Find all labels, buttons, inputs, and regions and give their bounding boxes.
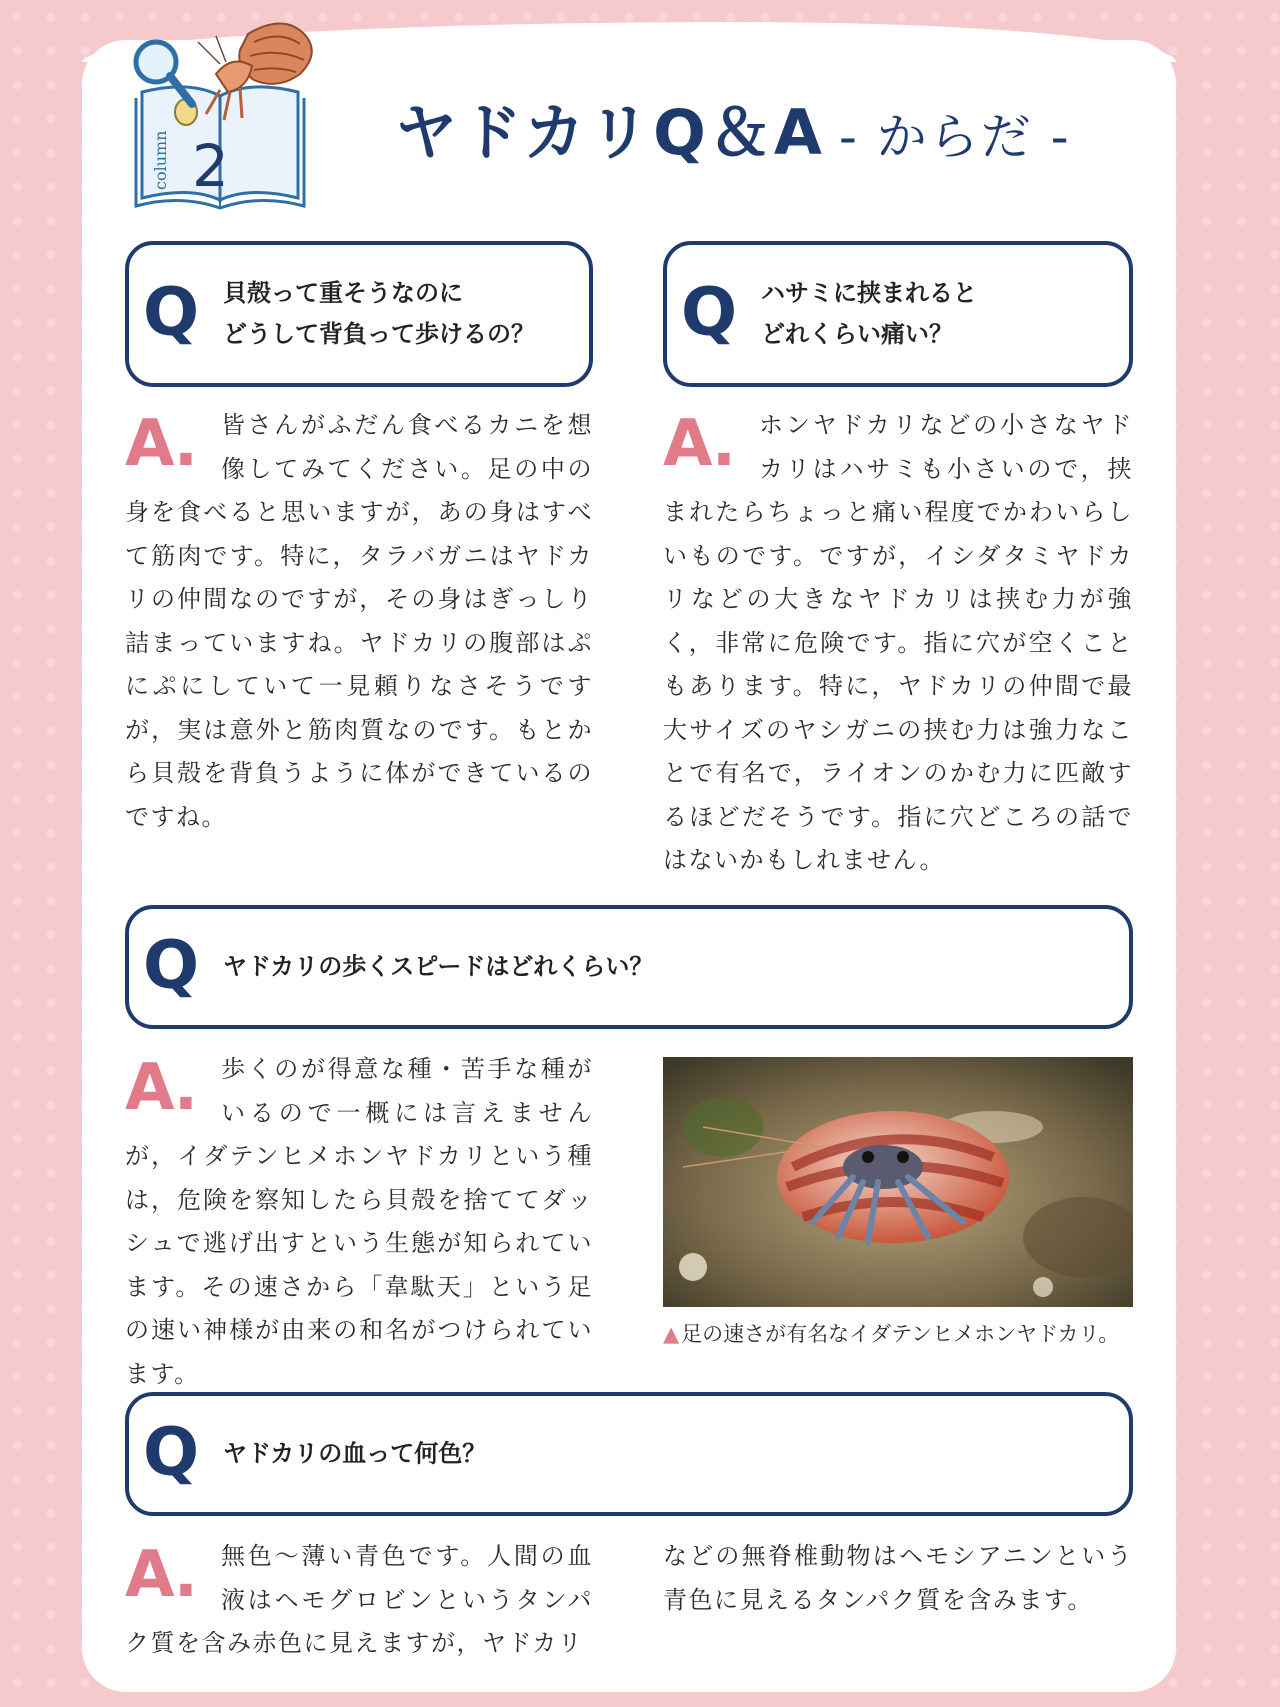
photo-caption	[663, 1318, 1143, 1348]
column-number: 2	[192, 132, 229, 200]
a-mark: A.	[125, 407, 197, 481]
question-box-3	[125, 905, 1133, 1029]
q-mark: Q	[143, 1413, 200, 1491]
q-mark: Q	[143, 273, 200, 351]
question-text	[223, 273, 535, 355]
answer-block-3	[125, 1048, 593, 1396]
question-box-2	[663, 241, 1133, 387]
caption-triangle-icon: ▲	[663, 1322, 680, 1346]
answer-block-4	[125, 1535, 593, 1666]
question-text	[223, 1434, 486, 1475]
answer-text: 皆さんがふだん食べるカニを想像してみてください。足の中の身を食べると思いますが，あの身はすべて筋肉です。特に，タラバガニはヤドカリの仲間なのですが，その身はぎっしり詰まっていますね。ヤドカリの腹部はぷにぷにしていて一見頼りなさそうですが，実は意外と筋肉質なのです。もとから貝殻を背負うように体ができているのですね。	[125, 411, 593, 831]
answer-text: 歩くのが得意な種・苦手な種がいるので一概には言えませんが，イダテンヒメホンヤドカリという種は，危険を察知したら貝殻を捨ててダッシュで逃げ出すという生態が知られています。その速さから「韋駄天」という足の速い神様が由来の和名がつけられています。	[125, 1055, 593, 1388]
answer-text-right: などの無脊椎動物はヘモシアニンという青色に見えるタンパク質を含みます。	[663, 1542, 1133, 1614]
column-label: column	[151, 130, 170, 190]
question-box-4	[125, 1392, 1133, 1516]
question-box-1	[125, 241, 593, 387]
answer-text-left: 無色～薄い青色です。人間の血液はヘモグロビンというタンパク質を含み赤色に見えますが，ヤドカリ	[125, 1542, 593, 1657]
a-mark: A.	[125, 1538, 197, 1612]
answer-block-4-continued	[663, 1535, 1133, 1622]
answer-text: ホンヤドカリなどの小さなヤドカリはハサミも小さいので，挟まれたらちょっと痛い程度でかわいらしいものです。ですが，イシダタミヤドカリなどの大きなヤドカリは挟む力が強く，非常に危険です。指に穴が空くこともあります。特に，ヤドカリの仲間で最大サイズのヤシガニの挟む力は強力なことで有名で，ライオンのかむ力に匹敵するほどだそうです。指に穴どころの話ではないかもしれません。	[663, 411, 1133, 874]
question-text	[761, 273, 977, 355]
question-line: ヤドカリの血って何色？	[223, 1439, 487, 1468]
q-mark: Q	[681, 273, 738, 351]
question-line: ハサミに挟まれると	[761, 279, 977, 307]
question-line: 貝殻って重そうなのに	[223, 279, 463, 307]
caption-text: 足の速さが有名なイダテンヒメホンヤドカリ。	[681, 1322, 1120, 1346]
title-sub: - からだ -	[838, 108, 1071, 166]
question-text	[223, 947, 653, 988]
hermit-crab-photo	[663, 1057, 1133, 1307]
q-mark: Q	[143, 926, 200, 1004]
column-book-illustration	[120, 14, 340, 214]
a-mark: A.	[125, 1051, 197, 1125]
title-main: ヤドカリQ＆A	[395, 96, 825, 169]
a-mark: A.	[663, 407, 735, 481]
answer-block-2	[663, 404, 1133, 883]
page-title	[395, 96, 1071, 169]
question-line: どれくらい痛い？	[761, 320, 953, 348]
question-line: どうして背負って歩けるの？	[223, 320, 535, 348]
question-line: ヤドカリの歩くスピードはどれくらい？	[223, 952, 654, 981]
answer-block-1	[125, 404, 593, 839]
